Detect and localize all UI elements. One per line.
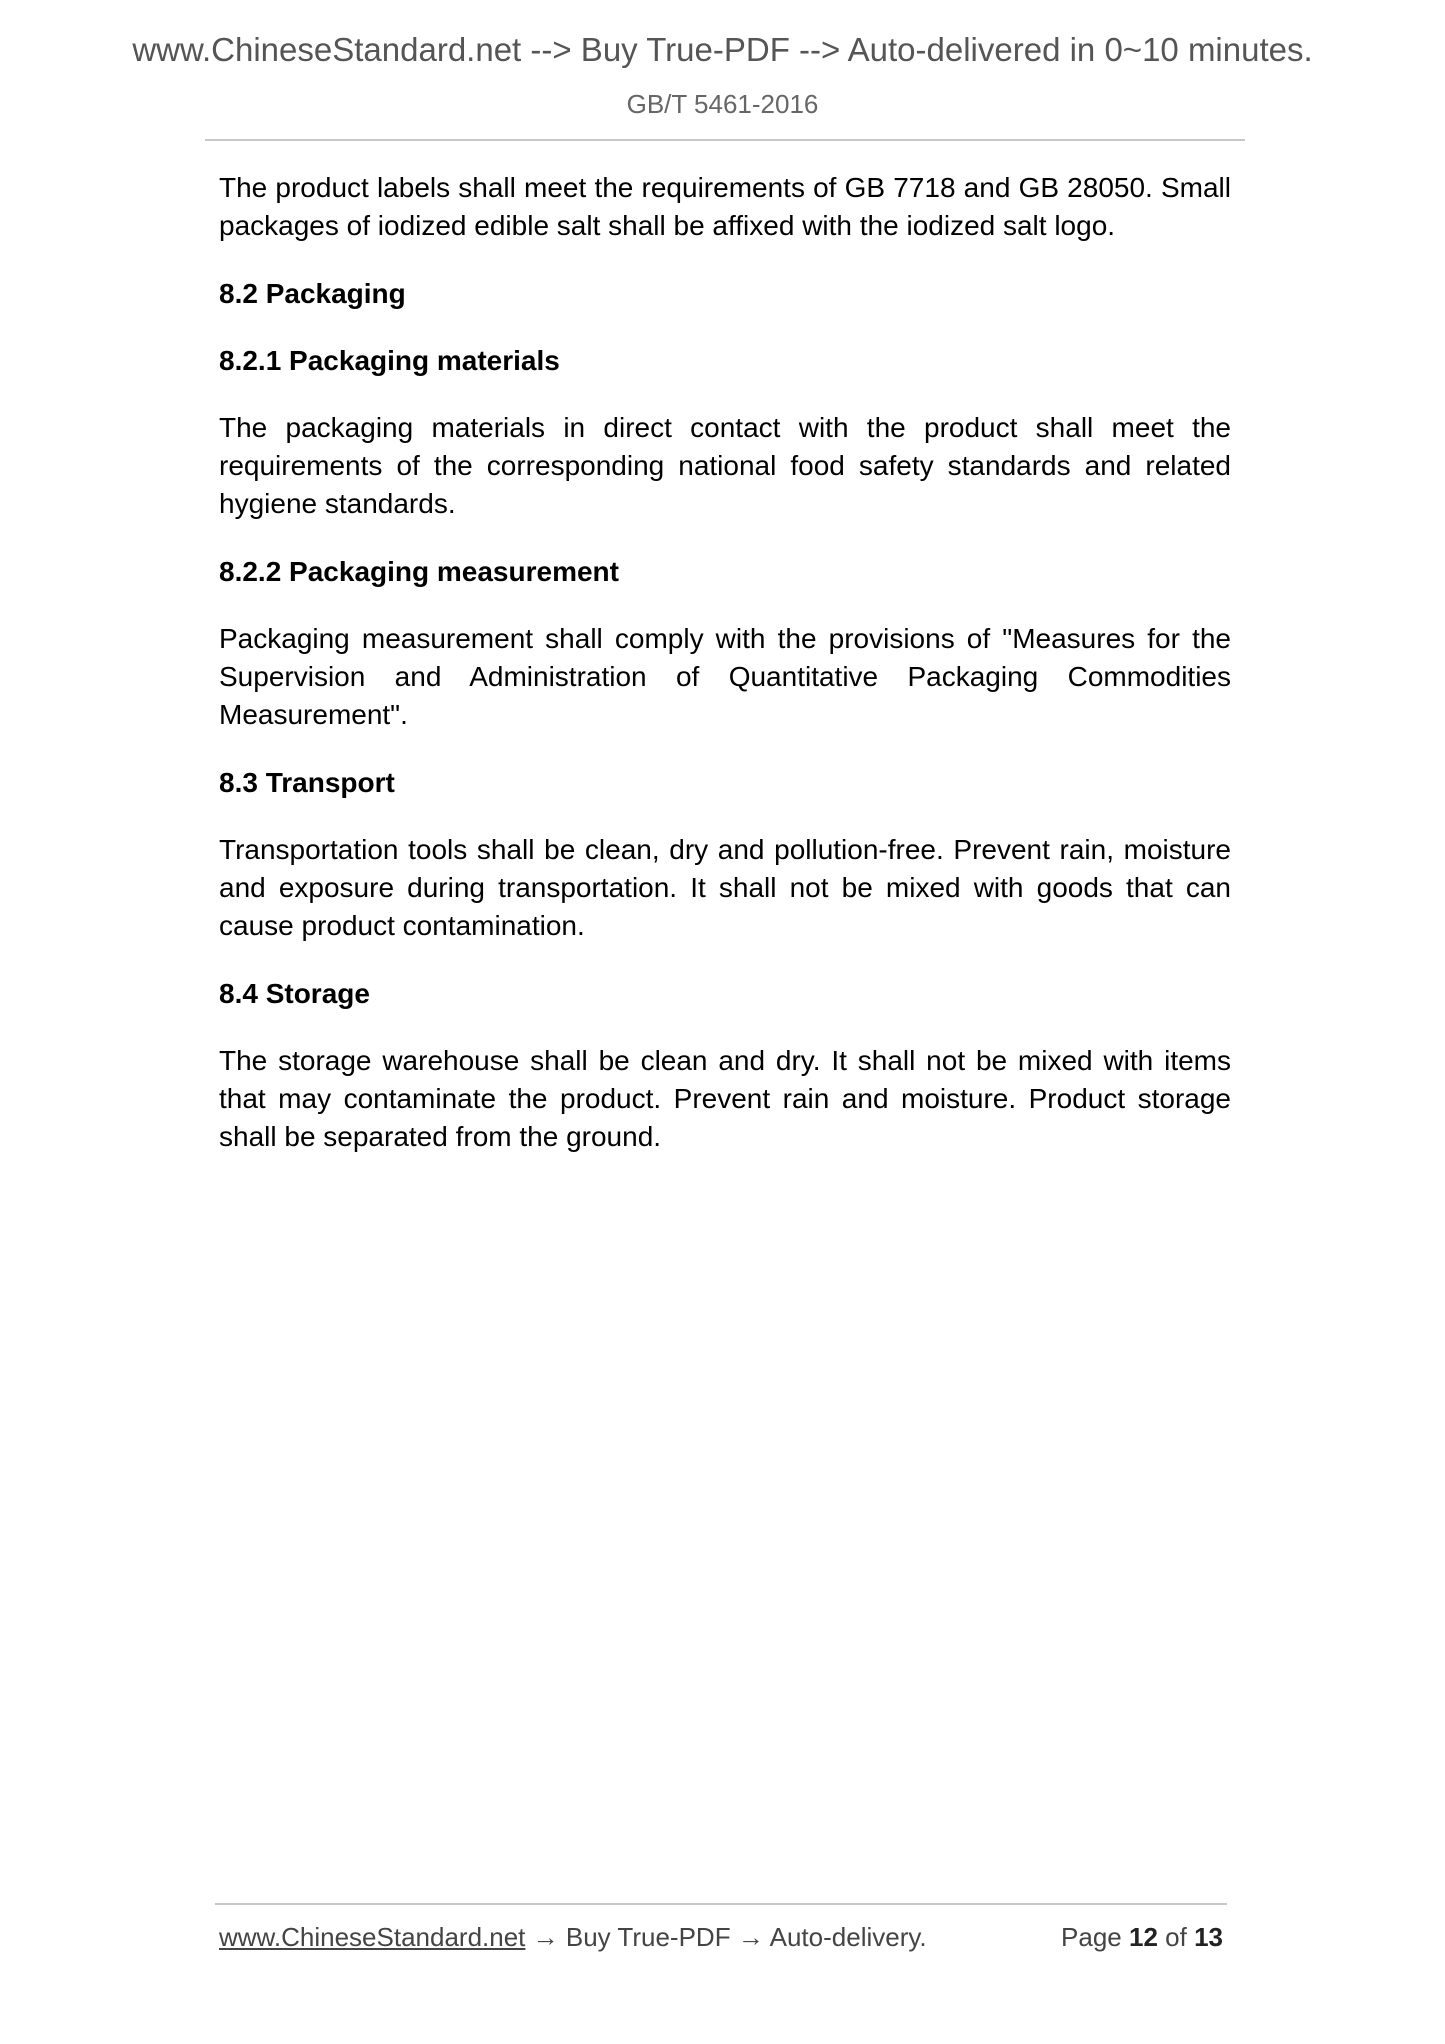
section-8-4-heading: 8.4 Storage [219,978,370,1009]
footer-site-link[interactable]: www.ChineseStandard.net [219,1922,526,1952]
footer-buy-text: Buy True-PDF [565,1922,731,1952]
page-indicator [1061,1920,1223,1954]
arrow-right-icon: → [737,1922,764,1952]
section-8-2-2-heading: 8.2.2 Packaging measurement [219,556,619,587]
page-of-label: of [1165,1922,1187,1952]
section-8-2-1-heading: 8.2.1 Packaging materials [219,345,560,376]
page-label: Page [1061,1922,1122,1952]
page-current: 12 [1129,1922,1158,1952]
section-8-3-text: Transportation tools shall be clean, dry and pollution-free. Prevent rain, moisture and exposure during transportation. It shall not be mixed with goods that can cause product contamination. [219,834,1231,941]
arrow-right-icon: → [532,1922,559,1952]
page-content [219,169,1231,1186]
page-total: 13 [1194,1922,1223,1952]
section-8-2-2-text: Packaging measurement shall comply with the provisions of "Measures for the Supervision and Administration of Quantitative Packaging Commodities Measurement". [219,623,1231,730]
header-divider [205,139,1245,141]
section-8-2-heading: 8.2 Packaging [219,278,406,309]
section-8-2-1-text: The packaging materials in direct contact with the product shall meet the requirements of the corresponding national food safety standards and related hygiene standards. [219,412,1231,519]
top-banner: www.ChineseStandard.net --> Buy True-PDF --> Auto-delivered in 0~10 minutes. [132,31,1313,68]
footer-delivery-text: Auto-delivery. [769,1922,927,1952]
document-number: GB/T 5461-2016 [626,89,819,119]
intro-paragraph: The product labels shall meet the requirements of GB 7718 and GB 28050. Small packages of iodized edible salt shall be affixed with the iodized salt logo. [219,172,1231,241]
section-8-3-heading: 8.3 Transport [219,767,395,798]
footer-links [219,1920,927,1954]
footer-divider [215,1903,1227,1905]
section-8-4-text: The storage warehouse shall be clean and dry. It shall not be mixed with items that may contaminate the product. Prevent rain and moisture. Product storage shall be separated from the ground. [219,1045,1231,1152]
